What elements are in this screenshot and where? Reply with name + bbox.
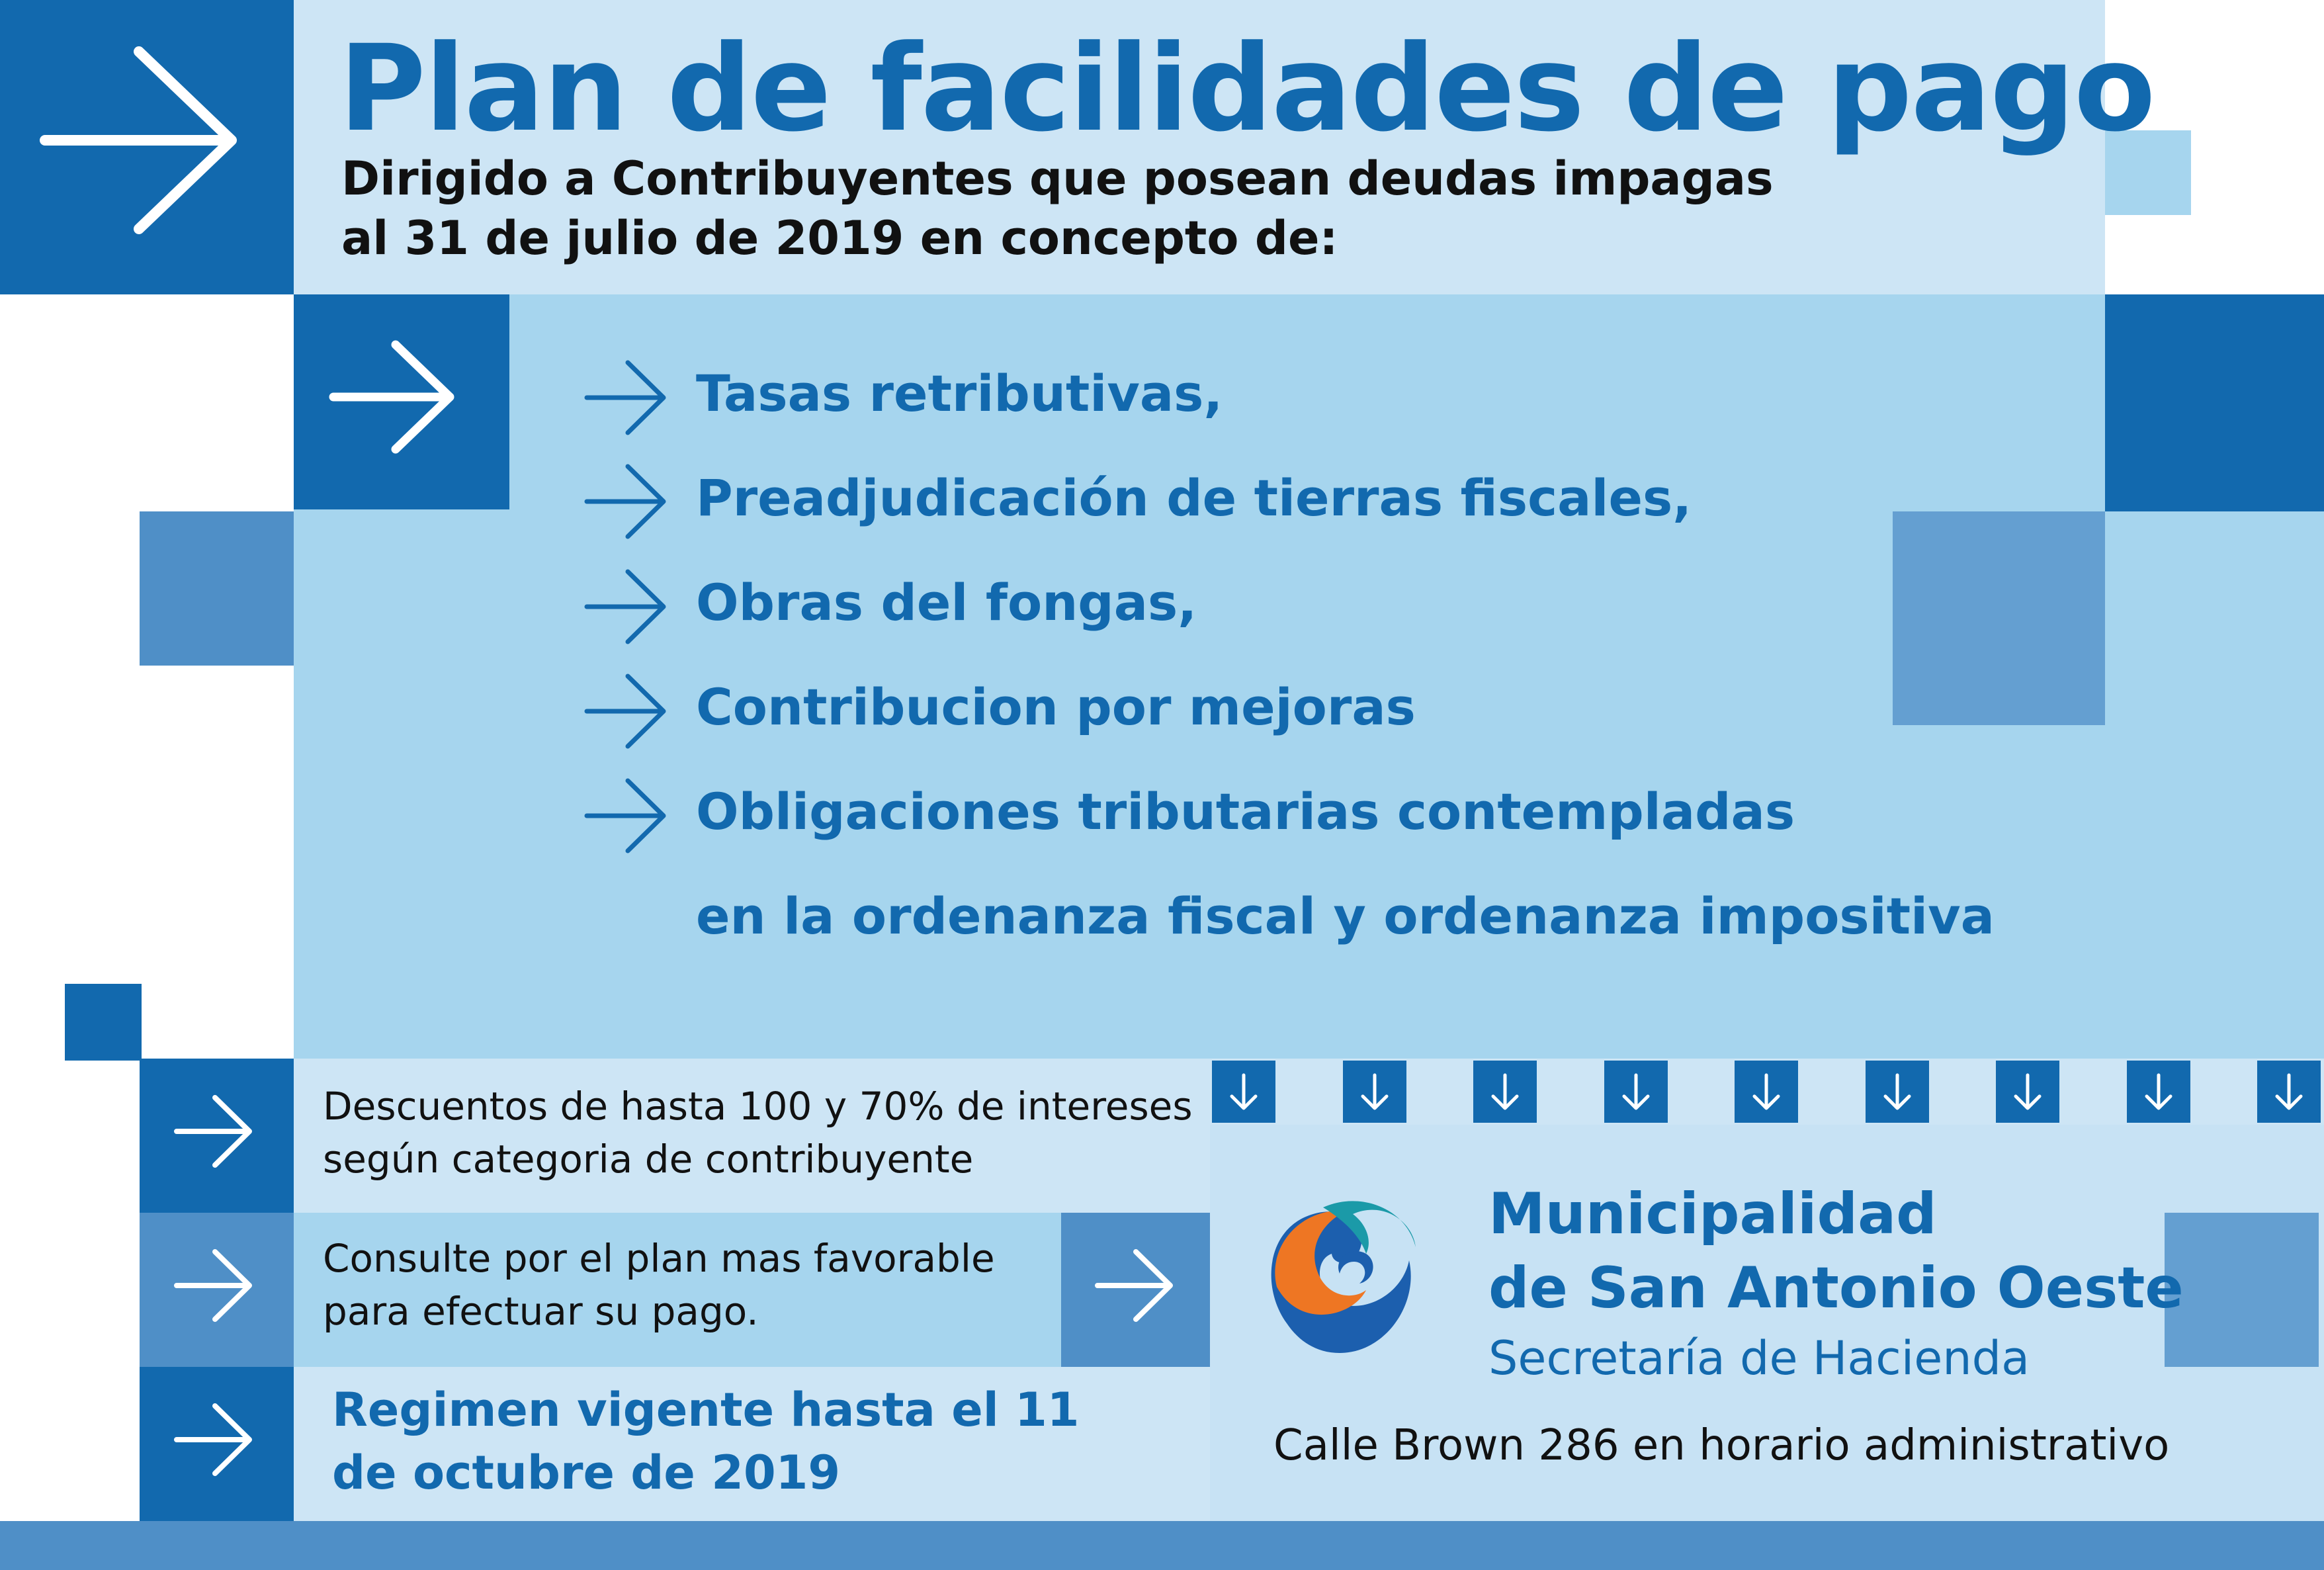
municipal-swirl-logo [1260, 1188, 1439, 1366]
footer-bar [0, 1521, 2324, 1570]
down-arrow-box [1866, 1061, 1929, 1123]
down-arrow-box [2257, 1061, 2321, 1123]
down-arrow-box [1604, 1061, 1668, 1123]
deco-square [1893, 511, 2105, 725]
issuer-name: Municipalidad [1488, 1181, 1937, 1247]
consult-text: Consulte por el plan mas favorable [323, 1236, 995, 1281]
page-title: Plan de facilidades de pago [339, 20, 2155, 158]
right-arrow-icon [584, 778, 667, 854]
down-arrow-icon [1473, 1061, 1537, 1123]
down-arrow-box [1996, 1061, 2059, 1123]
deco-square [2022, 212, 2105, 294]
down-arrow-box [1343, 1061, 1406, 1123]
down-arrow-box [1735, 1061, 1798, 1123]
right-arrow-icon [584, 674, 667, 750]
deco-square [2165, 1213, 2319, 1367]
down-arrow-icon [2257, 1061, 2321, 1123]
concept-item: Obras del fongas, [696, 573, 1197, 632]
subtitle-line: Dirigido a Contribuyentes que posean deudas impagas [341, 152, 1774, 206]
deco-square [2105, 294, 2324, 511]
down-arrow-box [1212, 1061, 1275, 1123]
down-arrow-icon [1735, 1061, 1798, 1123]
issuer-department: Secretaría de Hacienda [1488, 1331, 2030, 1385]
discount-text: Descuentos de hasta 100 y 70% de intereses [323, 1084, 1193, 1129]
deadline-text: Regimen vigente hasta el 11 [332, 1383, 1080, 1437]
down-arrow-icon [1866, 1061, 1929, 1123]
concept-item: Contribucion por mejoras [696, 677, 1416, 736]
right-arrow-icon [174, 1403, 253, 1476]
down-arrow-icon [1343, 1061, 1406, 1123]
down-arrow-box [2127, 1061, 2190, 1123]
right-arrow-icon [174, 1249, 253, 1322]
deadline-text: de octubre de 2019 [332, 1446, 841, 1500]
right-arrow-icon [584, 464, 667, 540]
down-arrow-icon [1604, 1061, 1668, 1123]
deco-square [65, 984, 142, 1061]
concept-item: Obligaciones tributarias contempladas [696, 782, 1795, 841]
concept-item: Preadjudicación de tierras fiscales, [696, 468, 1692, 527]
right-arrow-icon [329, 341, 455, 460]
consult-text: para efectuar su pago. [323, 1289, 759, 1334]
down-arrow-icon [1212, 1061, 1275, 1123]
down-arrow-icon [1996, 1061, 2059, 1123]
right-arrow-icon [174, 1095, 253, 1168]
right-arrow-icon [40, 46, 238, 238]
right-arrow-icon [584, 360, 667, 436]
right-arrow-icon [584, 569, 667, 645]
right-arrow-icon [1095, 1249, 1174, 1322]
issuer-address: Calle Brown 286 en horario administrativo [1273, 1421, 2170, 1470]
deco-square [140, 511, 294, 666]
concept-item: Tasas retributivas, [696, 364, 1223, 423]
concept-item-continuation: en la ordenanza fiscal y ordenanza impositiva [696, 887, 1995, 945]
issuer-name: de San Antonio Oeste [1488, 1255, 2184, 1321]
down-arrow-box [1473, 1061, 1537, 1123]
subtitle-line: al 31 de julio de 2019 en concepto de: [341, 211, 1338, 265]
discount-text: según categoria de contribuyente [323, 1137, 974, 1182]
down-arrow-icon [2127, 1061, 2190, 1123]
